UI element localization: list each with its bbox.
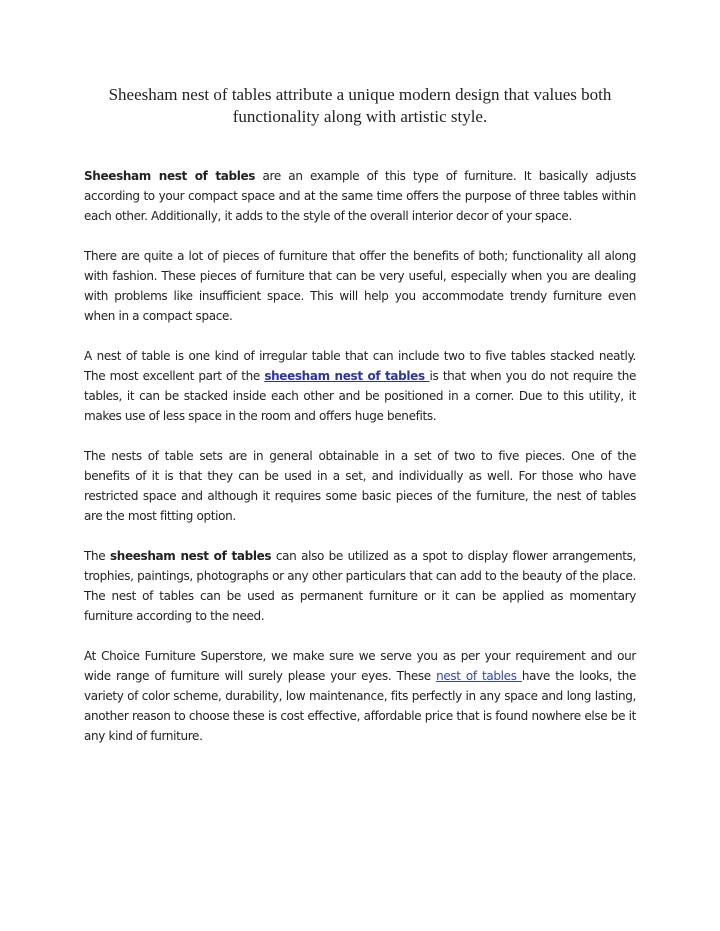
- paragraph-5: [84, 546, 636, 626]
- paragraph-text: is that when you do not require the tables, it can be stacked inside each other and be positioned in a corner. Due to this utility, it makes use of less space in the room and offers huge benefits.: [84, 369, 636, 423]
- paragraph-text: A nest of table is one kind of irregular table that can include two to five tables stacked neatly. The most excellent part of the: [84, 349, 636, 383]
- bold-term: sheesham nest of tables: [109, 549, 272, 563]
- bold-term: Sheesham nest of tables: [84, 169, 256, 183]
- document-title: Sheesham nest of tables attribute a unique modern design that values both functionality along with artistic style.: [108, 85, 612, 126]
- paragraph-4: The nests of table sets are in general obtainable in a set of two to five pieces. One of the benefits of it is that they can be used in a set, and individually as well. For those who have restricted space and although it requires some basic pieces of the furniture, the nest of tables are the most fitting option.: [84, 449, 636, 523]
- paragraph-2: There are quite a lot of pieces of furniture that offer the benefits of both; functionality all along with fashion. These pieces of furniture that can be very useful, especially when you are dealing with problems like insufficient space. This will help you accommodate trendy furniture even when in a compact space.: [84, 249, 636, 323]
- paragraph-text: can also be utilized as a spot to display flower arrangements, trophies, paintings, photographs or any other particulars that can add to the beauty of the place. The nest of tables can be used as permanent furniture or it can be applied as momentary furniture according to the need.: [84, 549, 637, 623]
- paragraph-1: [84, 166, 636, 226]
- paragraph-text: The: [84, 549, 110, 563]
- paragraph-text: At Choice Furniture Superstore, we make sure we serve you as per your requirement and our wide range of furniture will surely please your eyes. These: [84, 649, 636, 683]
- paragraph-6: [84, 646, 636, 746]
- paragraph-text: are an example of this type of furniture. It basically adjusts according to your compact space and at the same time offers the purpose of three tables within each other. Additionally, it adds to the style of the overall interior decor of your space.: [84, 169, 636, 223]
- document-body: [84, 166, 636, 766]
- paragraph-text: have the looks, the variety of color scheme, durability, low maintenance, fits perfectly in any space and long lasting, another reason to choose these is cost effective, affordable price that is found nowhere else be it any kind of furniture.: [84, 669, 636, 743]
- sheesham-nest-of-tables-link[interactable]: sheesham nest of tables: [264, 369, 430, 383]
- paragraph-3: [84, 346, 636, 426]
- nest-of-tables-link[interactable]: nest of tables: [436, 669, 522, 683]
